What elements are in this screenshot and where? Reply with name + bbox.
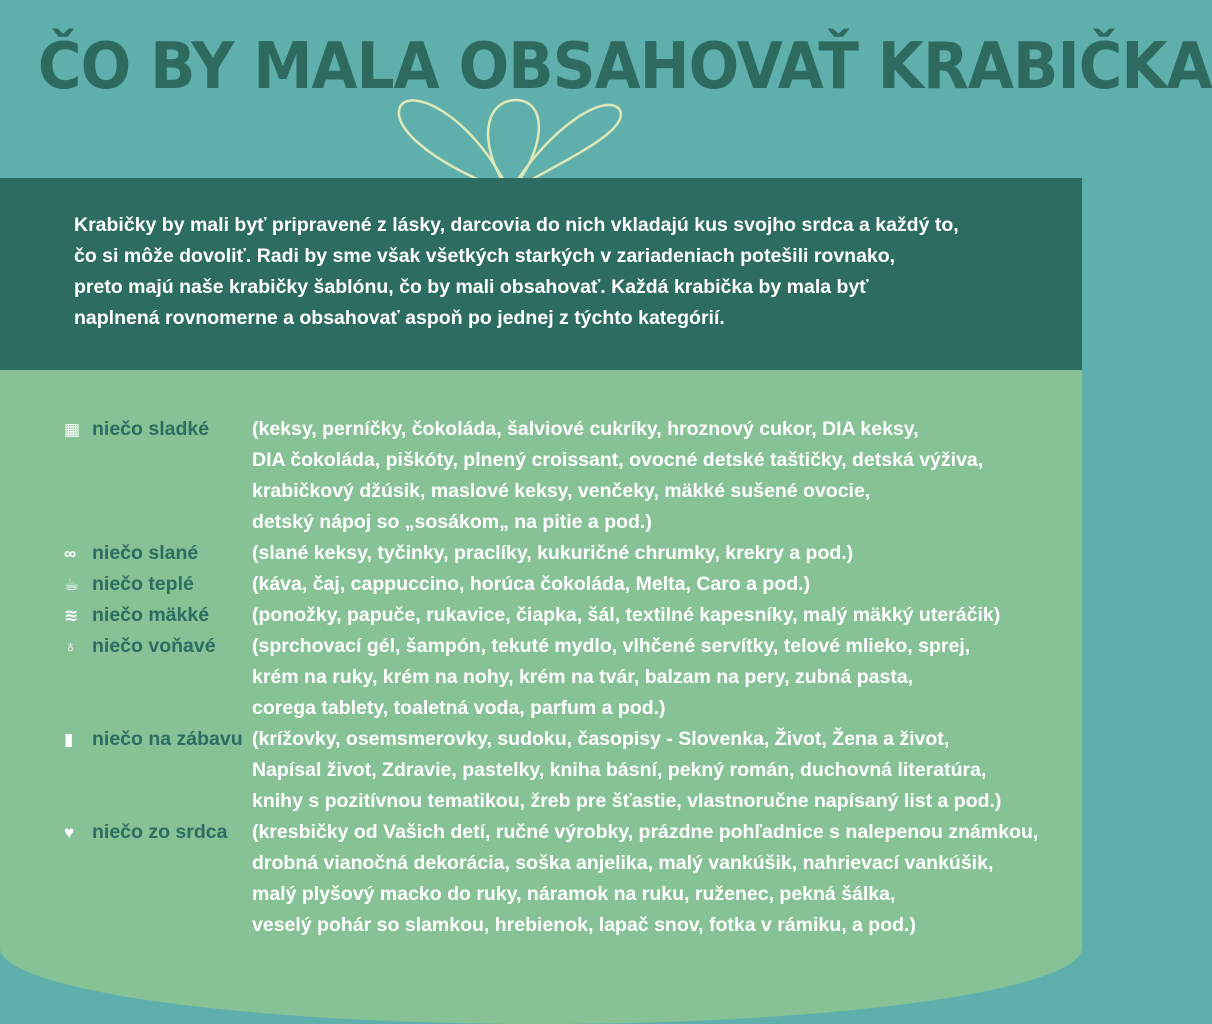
category-label: niečo na zábavu [92, 728, 243, 750]
candy-bar-icon: ▦ [64, 420, 81, 439]
category-items [252, 600, 1064, 631]
category-row [64, 569, 1064, 600]
perfume-bottle-icon: ♁ [64, 637, 77, 656]
heart-icon: ♥ [64, 823, 75, 842]
intro-line: čo si môže dovoliť. Radi by sme však všetkých starkých v zariadeniach potešili rovnako, [74, 245, 896, 267]
category-row [64, 817, 1064, 941]
category-row [64, 538, 1064, 569]
category-item-line: (slané keksy, tyčinky, praclíky, kukuričné chrumky, krekry a pod.) [252, 542, 854, 564]
category-items [252, 538, 1064, 569]
category-row [64, 631, 1064, 724]
category-label: niečo sladké [92, 418, 210, 440]
intro-line: naplnená rovnomerne a obsahovať aspoň po jednej z týchto kategórií. [74, 307, 725, 329]
intro-line: Krabičky by mali byť pripravené z lásky, darcovia do nich vkladajú kus svojho srdca a každý to, [74, 214, 959, 236]
category-item-line: (káva, čaj, cappuccino, horúca čokoláda, Melta, Caro a pod.) [252, 573, 811, 595]
category-label: niečo zo srdca [92, 821, 228, 843]
category-item-line: malý plyšový macko do ruky, náramok na ruku, ruženec, pekná šálka, [252, 883, 896, 905]
category-label: niečo slané [92, 542, 199, 564]
category-item-line: detský nápoj so „sosákom„ na pitie a pod.) [252, 511, 652, 533]
book-icon: ▮ [64, 730, 74, 749]
category-label: niečo voňavé [92, 635, 216, 657]
pretzel-icon: ∞ [64, 544, 77, 563]
category-list [64, 414, 1064, 941]
category-item-line: krabičkový džúsik, maslové keksy, venčeky, mäkké sušené ovocie, [252, 480, 871, 502]
category-items [252, 817, 1064, 941]
category-item-line: corega tablety, toaletná voda, parfum a pod.) [252, 697, 666, 719]
category-items [252, 569, 1064, 600]
category-item-line: (kresbičky od Vašich detí, ručné výrobky, prázdne pohľadnice s nalepenou známkou, [252, 821, 1039, 843]
category-item-line: drobná vianočná dekorácia, soška anjelika, malý vankúšik, nahrievací vankúšik, [252, 852, 994, 874]
category-item-line: (keksy, perníčky, čokoláda, šalviové cukríky, hroznový cukor, DIA keksy, [252, 418, 919, 440]
category-item-line: (sprchovací gél, šampón, tekuté mydlo, vlhčené servítky, telové mlieko, sprej, [252, 635, 971, 657]
category-item-line: (krížovky, osemsmerovky, sudoku, časopisy - Slovenka, Život, Žena a život, [252, 728, 950, 750]
scarf-icon: ≋ [64, 606, 79, 625]
category-row [64, 414, 1064, 538]
coffee-cup-icon: ☕ [64, 575, 80, 594]
page-title: ČO BY MALA OBSAHOVAŤ KRABIČKA [37, 30, 1212, 104]
category-items [252, 414, 1064, 538]
intro-line: preto majú naše krabičky šablónu, čo by mali obsahovať. Každá krabička by mala byť [74, 276, 869, 298]
category-item-line: veselý pohár so slamkou, hrebienok, lapač snov, fotka v rámiku, a pod.) [252, 914, 916, 936]
category-item-line: knihy s pozitívnou tematikou, žreb pre šťastie, vlastnoručne napísaný list a pod.) [252, 790, 1002, 812]
category-row [64, 600, 1064, 631]
category-label: niečo mäkké [92, 604, 210, 626]
category-items [252, 724, 1064, 817]
category-item-line: (ponožky, papuče, rukavice, čiapka, šál, textilné kapesníky, malý mäkký uteráčik) [252, 604, 1001, 626]
category-item-line: krém na ruky, krém na nohy, krém na tvár, balzam na pery, zubná pasta, [252, 666, 914, 688]
category-item-line: Napísal život, Zdravie, pastelky, kniha básní, pekný román, duchovná literatúra, [252, 759, 987, 781]
category-items [252, 631, 1064, 724]
category-item-line: DIA čokoláda, piškóty, plnený croissant, ovocné detské taštičky, detská výživa, [252, 449, 984, 471]
category-row [64, 724, 1064, 817]
category-label: niečo teplé [92, 573, 194, 595]
intro-text [74, 210, 974, 334]
